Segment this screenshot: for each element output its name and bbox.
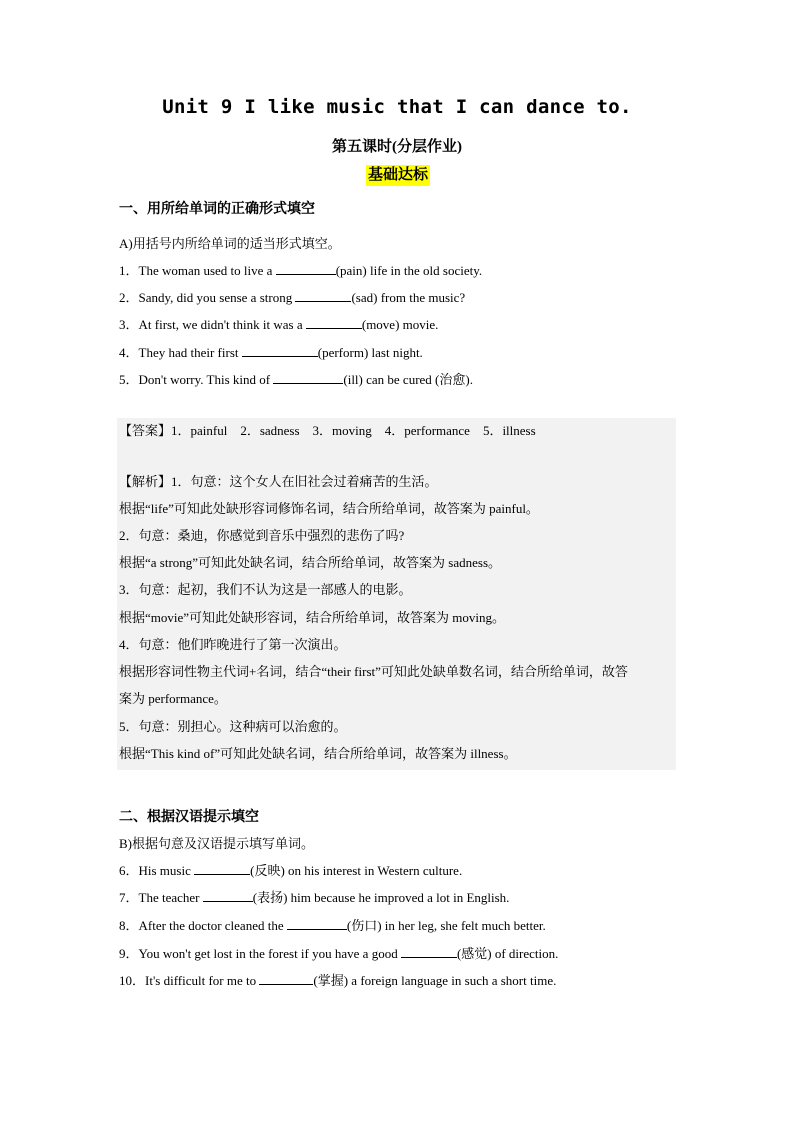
explanation-line: 2．句意：桑迪，你感觉到音乐中强烈的悲伤了吗?: [119, 528, 405, 543]
explanation-line: 根据“a strong”可知此处缺名词，结合所给单词，故答案为 sadness。: [119, 555, 502, 570]
question-3: [119, 314, 438, 333]
explanation-line: 根据“movie”可知此处缺形容词，结合所给单词，故答案为 moving。: [119, 610, 506, 625]
question-10: [119, 970, 556, 989]
question-9: [119, 943, 558, 962]
answer-blank[interactable]: [194, 862, 250, 875]
answer-blank[interactable]: [242, 344, 318, 357]
question-text: 8．After the doctor cleaned the: [119, 918, 287, 933]
explanation-line: 5．句意：别担心。这种病可以治愈的。: [119, 719, 347, 734]
section1-instruction: A)用括号内所给单词的适当形式填空。: [119, 236, 341, 251]
question-7: [119, 887, 509, 906]
page-title: Unit 9 I like music that I can dance to.: [162, 96, 632, 118]
explanation-line: 案为 performance。: [119, 691, 227, 706]
section2-heading: 二、根据汉语提示填空: [119, 810, 259, 825]
explanation-line: 根据“life”可知此处缺形容词修饰名词，结合所给单词，故答案为 painful。: [119, 501, 539, 516]
explanation-line: 4．句意：他们昨晚进行了第一次演出。: [119, 637, 347, 652]
explanation-line: 根据“This kind of”可知此处缺名词，结合所给单词，故答案为 illness。: [119, 746, 517, 761]
section2-instruction: B)根据句意及汉语提示填写单词。: [119, 836, 315, 851]
question-text: (pain) life in the old society.: [335, 263, 483, 278]
question-8: [119, 915, 546, 934]
question-text: (sad) from the music?: [351, 290, 466, 305]
question-text: 1．The woman used to live a: [119, 263, 276, 278]
answer-blank[interactable]: [203, 889, 253, 902]
question-text: 5．Don't worry. This kind of: [119, 372, 274, 387]
question-5: [119, 369, 473, 388]
question-text: 2．Sandy, did you sense a strong: [119, 290, 296, 305]
question-text: 3．At first, we didn't think it was a: [119, 317, 306, 332]
question-text: 6．His music: [119, 863, 195, 878]
question-text: (反映) on his interest in Western culture.: [250, 863, 463, 878]
answer-blank[interactable]: [306, 316, 362, 329]
question-2: [119, 287, 465, 306]
explanation-line: 【解析】1．句意：这个女人在旧社会过着痛苦的生活。: [119, 474, 438, 489]
question-text: 9．You won't get lost in the forest if you have a good: [119, 946, 401, 961]
explanation-line: 根据形容词性物主代词+名词，结合“their first”可知此处缺单数名词，结合所给单词，故答: [119, 664, 628, 679]
section1-heading: 一、用所给单词的正确形式填空: [119, 202, 315, 217]
question-text: (伤口) in her leg, she felt much better.: [346, 918, 546, 933]
lesson-subtitle: 第五课时(分层作业): [332, 139, 462, 155]
answer-blank[interactable]: [287, 917, 347, 930]
question-6: [119, 860, 462, 879]
answer-blank[interactable]: [276, 262, 336, 275]
question-text: (ill) can be cured (治愈).: [343, 372, 473, 387]
question-text: 10．It's difficult for me to: [119, 973, 260, 988]
question-text: (感觉) of direction.: [456, 946, 559, 961]
answer-blank[interactable]: [273, 371, 343, 384]
question-1: [119, 260, 482, 279]
question-text: (move) movie.: [361, 317, 439, 332]
question-text: 4．They had their first: [119, 345, 242, 360]
question-text: 7．The teacher: [119, 890, 203, 905]
question-text: (perform) last night.: [317, 345, 423, 360]
question-text: (掌握) a foreign language in such a short time.: [313, 973, 557, 988]
answer-blank[interactable]: [401, 945, 457, 958]
answer-key: 【答案】1．painful 2．sadness 3．moving 4．performance 5．illness: [119, 423, 536, 438]
question-4: [119, 342, 423, 361]
explanation-line: 3．句意：起初，我们不认为这是一部感人的电影。: [119, 582, 412, 597]
answer-blank[interactable]: [295, 289, 351, 302]
level-badge: 基础达标: [366, 165, 430, 186]
question-text: (表扬) him because he improved a lot in English.: [252, 890, 510, 905]
answer-blank[interactable]: [259, 972, 313, 985]
